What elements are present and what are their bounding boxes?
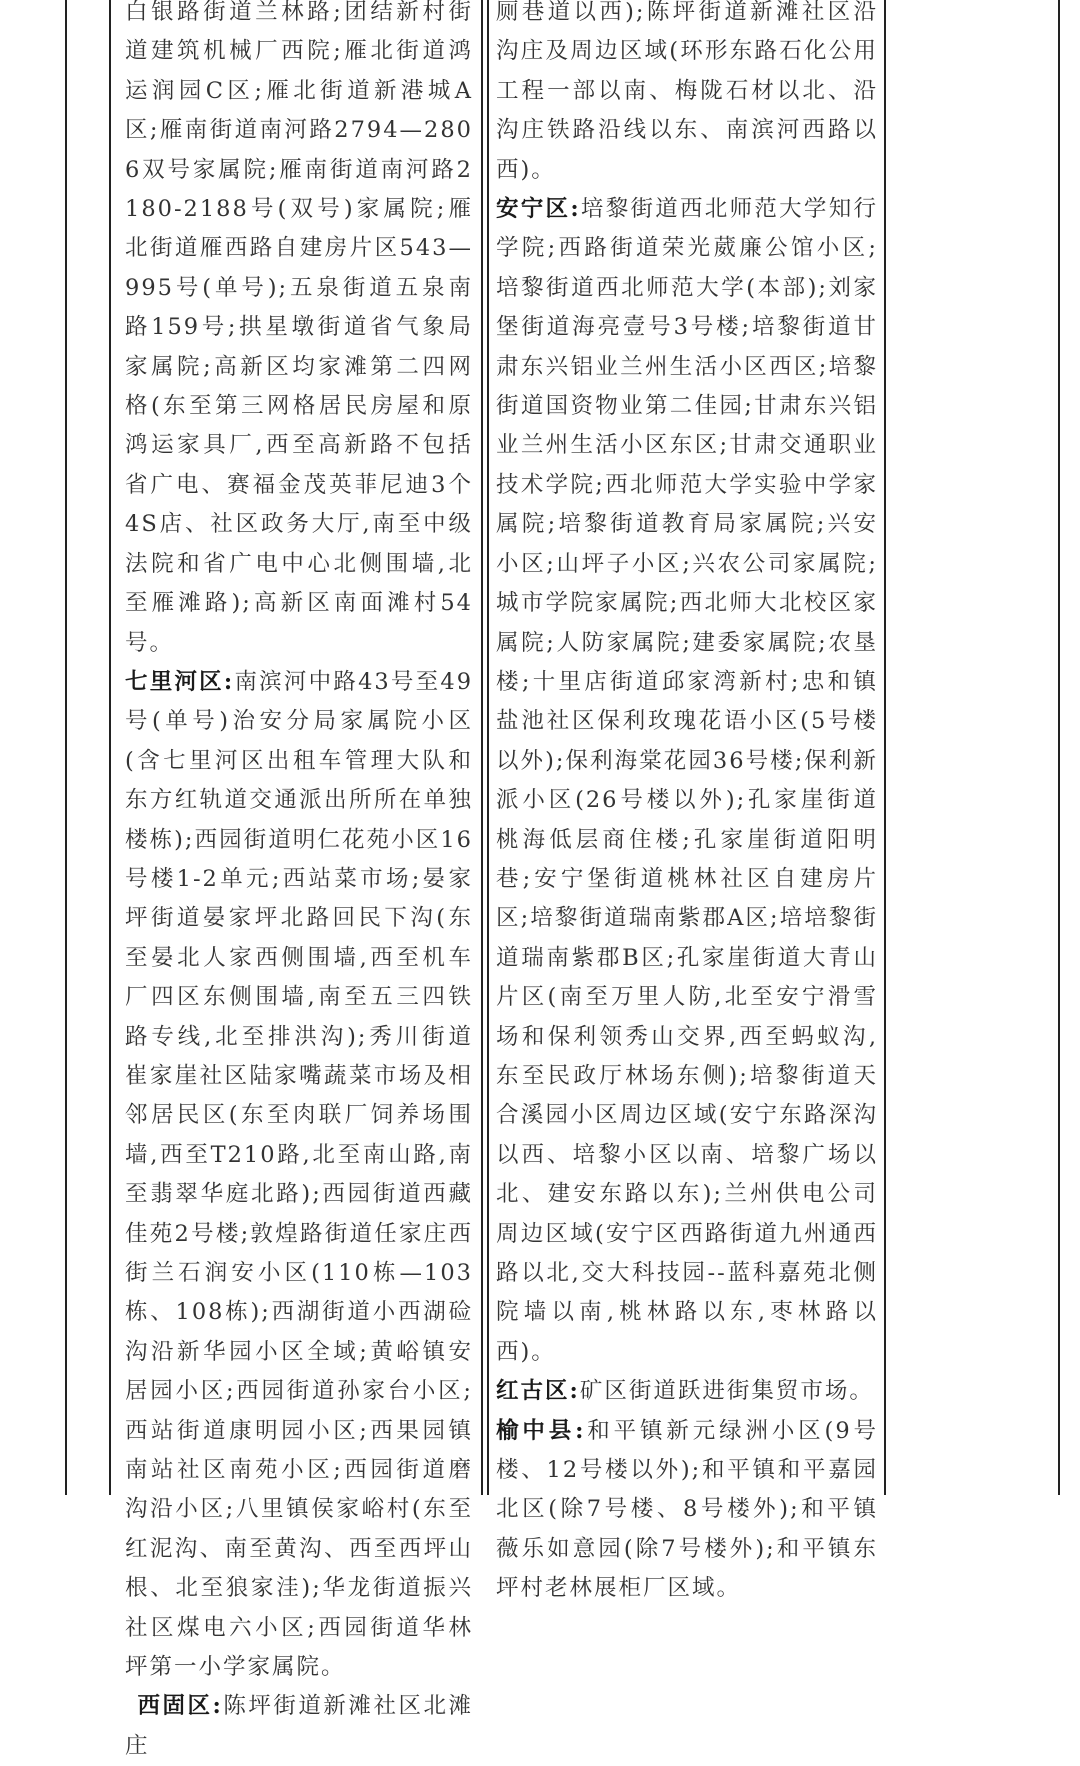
column-divider-left bbox=[481, 0, 483, 1495]
xigu-district-paragraph-continued: 厕巷道以西);陈坪街道新滩社区沿沟庄及周边区域(环形东路石化公用工程一部以南、梅陇石材以北、沿沟庄铁路沿线以东、南滨河西路以西)。 bbox=[496, 0, 878, 183]
column-divider-right bbox=[487, 0, 489, 1495]
xigu-district-label: 西固区: bbox=[137, 1693, 223, 1720]
honggu-district-label: 红古区: bbox=[496, 1378, 580, 1405]
yuzhong-county-label: 榆中县: bbox=[496, 1417, 586, 1444]
table-border-inner-left bbox=[109, 0, 111, 1495]
right-column bbox=[496, 0, 878, 1609]
qilihe-district-label: 七里河区: bbox=[125, 668, 235, 695]
chengguan-district-paragraph: 白银路街道兰林路;团结新村街道建筑机械厂西院;雁北街道鸿运润园C区;雁北街道新港城A区;雁南街道南河路2794—2806双号家属院;雁南街道南河路2180-2188号(双号)家属院;雁北街道雁西路自建房片区543—995号(单号);五泉街道五泉南路159号;拱星墩街道省气象局家属院;高新区均家滩第二四网格(东至第三网格居民房屋和原鸿运家具厂,西至高新路不包括省广电、赛福金茂英菲尼迪3个4S店、社区政务大厅,南至中级法院和省广电中心北侧围墙,北至雁滩路);高新区南面滩村54号。 bbox=[125, 0, 474, 656]
table-border-outer-left bbox=[65, 0, 67, 1495]
qilihe-district-paragraph: 七里河区:南滨河中路43号至49号(单号)治安分局家属院小区(含七里河区出租车管理大队和东方红轨道交通派出所所在单独楼栋);西园街道明仁花苑小区16号楼1-2单元;西站菜市场;晏家坪街道晏家坪北路回民下沟(东至晏北人家西侧围墙,西至机车厂四区东侧围墙,南至五三四铁路专线,北至排洪沟);秀川街道崔家崖社区陆家嘴蔬菜市场及相邻居民区(东至肉联厂饲养场围墙,西至T210路,北至南山路,南至翡翠华庭北路);西园街道西藏佳苑2号楼;敦煌路街道任家庄西街兰石润安小区(110栋—103栋、108栋);西湖街道小西湖硷沟沿新华园小区全域;黄峪镇安居园小区;西园街道孙家台小区;西站街道康明园小区;西果园镇南站社区南苑小区;西园街道磨沟沿小区;八里镇侯家峪村(东至红泥沟、南至黄沟、西至西坪山根、北至狼家洼);华龙街道振兴社区煤电六小区;西园街道华林坪第一小学家属院。 bbox=[125, 668, 474, 1681]
honggu-district-paragraph: 红古区:矿区街道跃进街集贸市场。 bbox=[496, 1378, 874, 1405]
table-border-outer-right bbox=[1058, 0, 1060, 1495]
anning-district-label: 安宁区: bbox=[496, 196, 581, 223]
table-border-inner-right bbox=[884, 0, 886, 1495]
xigu-district-paragraph-start: 西固区:陈坪街道新滩社区北滩庄 bbox=[125, 1693, 473, 1759]
yuzhong-county-paragraph: 榆中县:和平镇新元绿洲小区(9号楼、12号楼以外);和平镇和平嘉园北区(除7号楼、8号楼外);和平镇薇乐如意园(除7号楼外);和平镇东坪村老林展柜厂区域。 bbox=[496, 1417, 879, 1602]
anning-district-paragraph: 安宁区:培黎街道西北师范大学知行学院;西路街道荣光葳廉公馆小区;培黎街道西北师范大学(本部);刘家堡街道海亮壹号3号楼;培黎街道甘肃东兴铝业兰州生活小区西区;培黎街道国资物业第二佳园;甘肃东兴铝业兰州生活小区东区;甘肃交通职业技术学院;西北师范大学实验中学家属院;培黎街道教育局家属院;兴安小区;山坪子小区;兴农公司家属院;城市学院家属院;西北师大北校区家属院;人防家属院;建委家属院;农垦楼;十里店街道邱家湾新村;忠和镇盐池社区保利玫瑰花语小区(5号楼以外);保利海棠花园36号楼;保利新派小区(26号楼以外);孔家崖街道桃海低层商住楼;孔家崖街道阳明巷;安宁堡街道桃林社区自建房片区;培黎街道瑞南紫郡A区;培培黎街道瑞南紫郡B区;孔家崖街道大青山片区(南至万里人防,北至安宁滑雪场和保利领秀山交界,西至蚂蚁沟,东至民政厅林场东侧);培黎街道天合溪园小区周边区域(安宁东路深沟以西、培黎小区以南、培黎广场以北、建安东路以东);兰州供电公司周边区域(安宁区西路街道九州通西路以北,交大科技园--蓝科嘉苑北侧院墙以南,桃林路以东,枣林路以西)。 bbox=[496, 196, 879, 1365]
left-column bbox=[125, 0, 473, 1766]
